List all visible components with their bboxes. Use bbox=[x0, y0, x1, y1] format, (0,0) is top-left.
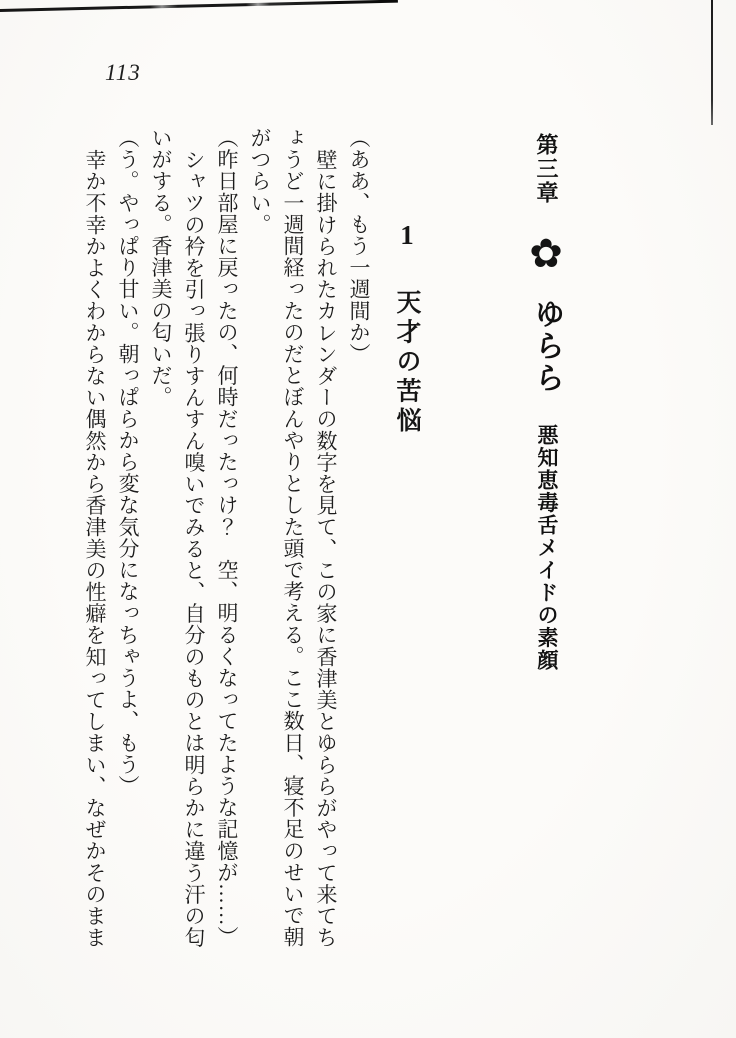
chapter-subtitle: 悪知恵毒舌メイドの素顔 bbox=[535, 424, 558, 672]
chapter-header bbox=[517, 133, 575, 693]
chapter-title: ゆらら bbox=[530, 298, 563, 394]
paragraph: （ああ、もう一週間か） bbox=[347, 127, 371, 365]
paragraph: （昨日部屋に戻ったの、何時だったっけ？ 空、明るくなってたような記憶が……） bbox=[215, 127, 239, 948]
scan-artifact-right-line bbox=[711, 0, 713, 125]
paragraph: 幸か不幸かよくわからない偶然から香津美の性癖を知ってしまい、なぜかそのまま bbox=[83, 148, 107, 948]
scan-artifact-top-line bbox=[0, 0, 398, 11]
paragraph: （う。やっぱり甘い。朝っぱらから変な気分になっちゃうよ、もう） bbox=[116, 127, 140, 797]
chapter-label: 第三章 bbox=[534, 133, 559, 205]
section-heading bbox=[391, 220, 423, 640]
flower-ornament-icon: ✿ bbox=[524, 231, 568, 277]
section-number: 1 bbox=[392, 220, 422, 250]
body-text bbox=[78, 127, 375, 950]
page-number: 113 bbox=[105, 60, 141, 85]
section-title: 天才の苦悩 bbox=[393, 289, 421, 437]
paragraph: 壁に掛けられたカレンダーの数字を見て、この家に香津美とゆららがやって来てちょうど一週間経ったのだとぼんやりとした頭で考える。ここ数日、寝不足のせいで朝がつらい。 bbox=[248, 127, 338, 948]
paragraph: シャツの衿を引っ張りすんすん嗅いでみると、自分のものとは明らかに違う汗の匂いがする。香津美の匂いだ。 bbox=[149, 127, 206, 948]
